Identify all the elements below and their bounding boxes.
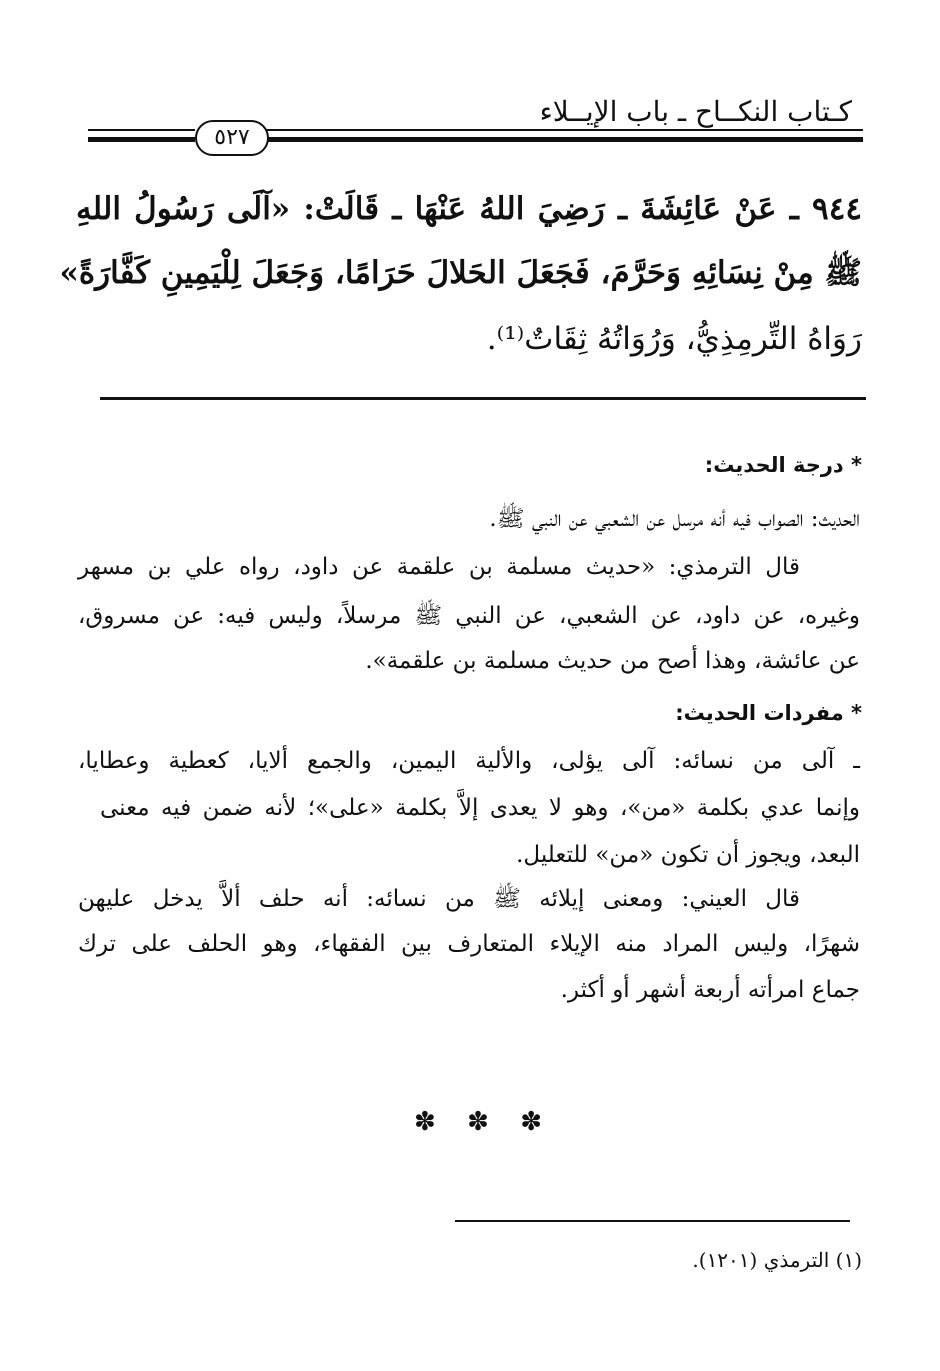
hadith-source-line: رَوَاهُ التِّرمِذِيُّ، وَرُوَاتُهُ ثِقَاتٌ⁽¹⁾. — [486, 321, 862, 357]
star-ornament-icon: ✽ — [467, 1107, 489, 1137]
vocabulary-text-line: البعد، ويجوز أن تكون «من» للتعليل. — [516, 842, 860, 868]
footnote: (١) الترمذي (١٢٠١). — [692, 1248, 862, 1272]
grade-heading: * درجة الحديث: — [704, 453, 862, 477]
grade-text-line: عن عائشة، وهذا أصح من حديث مسلمة بن علقمة». — [365, 648, 860, 674]
header-rule-top-left — [88, 129, 195, 131]
vocabulary-text-line: شهرًا، وليس المراد منه الإيلاء المتعارف بين الفقهاء، وهو الحلف على ترك — [78, 931, 860, 957]
grade-text-line: قال الترمذي: «حديث مسلمة بن علقمة عن داود، رواه علي بن مسهر — [78, 554, 800, 580]
header-rule-bottom-left — [88, 137, 195, 142]
page-number: ٥٢٧ — [195, 120, 269, 156]
vocabulary-text-line: جماع امرأته أربعة أشهر أو أكثر. — [560, 977, 860, 1003]
header-rule-top-right — [265, 129, 863, 131]
section-separator — [414, 1107, 542, 1137]
vocabulary-heading: * مفردات الحديث: — [675, 701, 862, 725]
hadith-text-line: ٩٤٤ ـ عَنْ عَائِشَةَ ـ رَضِيَ اللهُ عَنْهَا ـ قَالَتْ: «آلَى رَسُولُ اللهِ — [76, 191, 862, 227]
running-title: كـتاب النكــاح ـ باب الإيــلاء — [539, 95, 852, 128]
star-ornament-icon: ✽ — [520, 1107, 542, 1137]
grade-text-line: وغيره، عن داود، عن الشعبي، عن النبي ﷺ مرسلاً، وليس فيه: عن مسروق، — [78, 603, 860, 629]
footnote-divider — [455, 1220, 850, 1222]
vocabulary-text-line: ـ آلى من نسائه: آلى يؤلى، والألية اليمين، والجمع ألايا، كعطية وعطايا، — [78, 748, 860, 774]
star-ornament-icon: ✽ — [414, 1107, 436, 1137]
grade-text-line: الحديث: الصواب فيه أنه مرسل عن الشعبي عن النبي ﷺ. — [489, 506, 860, 532]
hadith-text-line: ﷺ مِنْ نِسَائِهِ وَحَرَّمَ، فَجَعَلَ الحَلالَ حَرَامًا، وَجَعَلَ لِلْيَمِينِ كَفَّارَةً» — [59, 255, 862, 291]
vocabulary-text-line: وإنما عدي بكلمة «من»، وهو لا يعدى إلاَّ بكلمة «على»؛ لأنه ضمن فيه معنى — [100, 795, 860, 821]
header-rule-bottom-right — [265, 137, 863, 142]
vocabulary-text-line: قال العيني: ومعنى إيلائه ﷺ من نسائه: أنه حلف ألاَّ يدخل عليهن — [78, 886, 800, 912]
hadith-divider — [100, 397, 866, 400]
